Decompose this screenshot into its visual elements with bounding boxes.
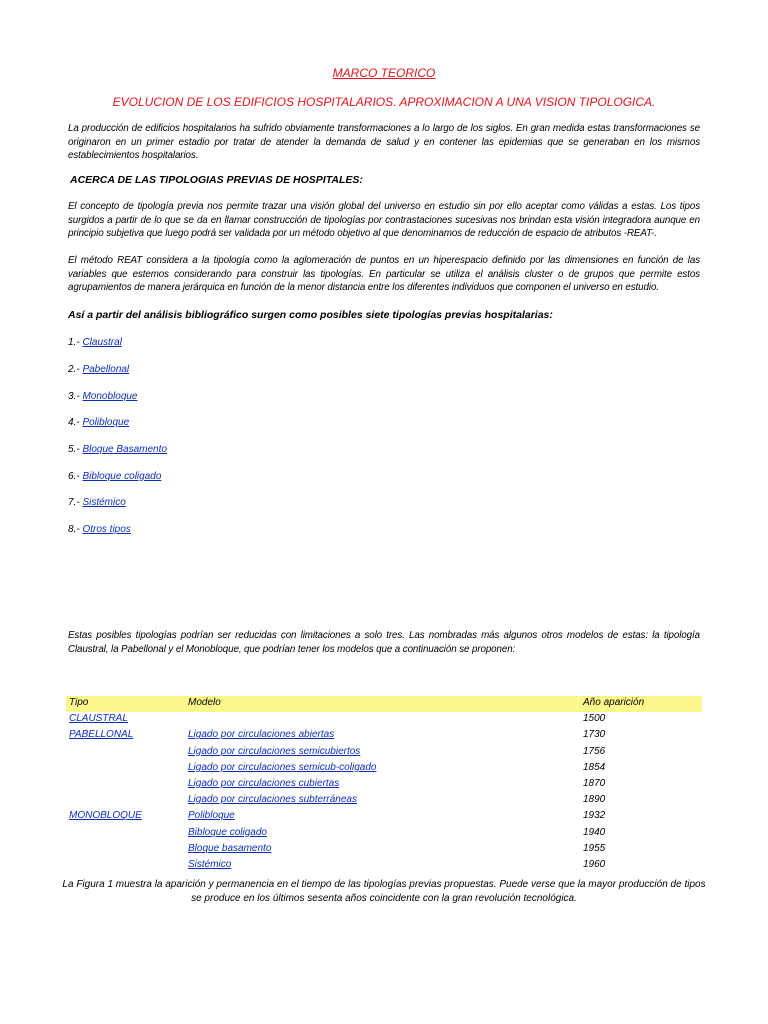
link-tipo-claustral[interactable]: CLAUSTRAL (69, 713, 128, 725)
link-sistemico[interactable]: Sistémico (82, 497, 126, 508)
reat-paragraph: El método REAT considera a la tipología como la aglomeración de puntos en un hiperespacio definido por las dimensiones en función de las variables que estemos considerando para construir las tipologías. En particular se utiliza el análisis cluster o de grupos que permite estos agrupamientos de manera jerárquica en función de la menor distancia entre los diferentes individuos que componen el universo en estudio. (68, 255, 700, 293)
cell-anio: 1960 (583, 858, 606, 870)
figure-caption: La Figura 1 muestra la aparición y permanencia en el tiempo de las tipologías previas propuestas. Puede verse que la mayor producción de tipos se produce en los últimos sesenta años coincidente con la gran revolución tecnológica. (62, 879, 706, 904)
section-heading-tipologias (70, 174, 363, 186)
cell-anio: 1955 (583, 842, 606, 854)
list-number: 1.- (68, 337, 80, 348)
table-header-row (66, 696, 702, 712)
link-otros-tipos[interactable]: Otros tipos (82, 524, 131, 535)
cell-anio: 1870 (583, 777, 606, 789)
link-bibloque-coligado[interactable]: Bibloque coligado (82, 471, 162, 482)
link-modelo[interactable]: Bibloque coligado (188, 826, 267, 838)
intro-paragraph: La producción de edificios hospitalarios ha sufrido obviamente transformaciones a lo largo de los siglos. En gran medida estas transformaciones se originaron en un primer estadio por tratar de atender la demanda de salud y en contener las epidemias que se generaban en los mismos establecimientos hospitalarios. (68, 123, 700, 161)
list-number: 4.- (68, 417, 80, 428)
tipologias-table (66, 696, 702, 874)
table-row (66, 858, 702, 874)
list-number: 2.- (68, 364, 80, 375)
cell-anio: 1756 (583, 745, 606, 757)
cell-anio: 1932 (583, 810, 606, 822)
table-row (66, 842, 702, 858)
cell-anio: 1854 (583, 761, 606, 773)
table-row (66, 793, 702, 809)
heading-text: Así a partir del análisis bibliográfico surgen como posibles siete tipologías previas hospitalarias (68, 309, 550, 321)
link-tipo-pabellonal[interactable]: PABELLONAL (69, 729, 134, 741)
list-number: 3.- (68, 391, 80, 402)
header-anio: Año aparición (583, 697, 645, 708)
document-subtitle: EVOLUCION DE LOS EDIFICIOS HOSPITALARIOS. APROXIMACION A UNA VISION TIPOLOGICA. (112, 95, 656, 109)
link-modelo[interactable]: Bloque basamento (188, 842, 272, 854)
link-modelo[interactable]: Ligado por circulaciones semicubiertos (188, 745, 361, 757)
link-pabellonal[interactable]: Pabellonal (82, 364, 130, 375)
concept-paragraph: El concepto de tipología previa nos permite trazar una visión global del universo en estudio sin por ello aceptar como válidas a estas. Los tipos surgidos a partir de lo que se da en llamar construcción de tipologías por contrastaciones sucesivas nos brindan esta visión integradora aunque en principio subjetiva que luego podrá ser validada por un método objetivo al que denominamos de reducción de espacio de atributos -REAT-. (68, 201, 700, 239)
list-number: 6.- (68, 471, 80, 482)
table-row (66, 777, 702, 793)
link-modelo[interactable]: Ligado por circulaciones subterráneas (188, 794, 357, 806)
link-polibloque[interactable]: Polibloque (82, 417, 130, 428)
link-modelo[interactable]: Sistémico (188, 858, 232, 870)
table-row (66, 745, 702, 761)
header-modelo: Modelo (188, 697, 221, 708)
list-item (68, 444, 167, 455)
link-bloque-basamento[interactable]: Bloque Basamento (82, 444, 167, 455)
link-modelo[interactable]: Ligado por circulaciones semicub-coligado (188, 761, 377, 773)
table-row (66, 728, 702, 744)
list-item (68, 471, 161, 482)
reduction-paragraph: Estas posibles tipologías podrían ser reducidas con limitaciones a solo tres. Las nombradas más algunos otros modelos de estas: la tipología Claustral, la Pabellonal y el Monobloque, que podrían tener los modelos que a continuación se proponen: (68, 630, 700, 655)
list-number: 7.- (68, 497, 80, 508)
heading-suffix: : (549, 309, 553, 321)
table-row (66, 826, 702, 842)
link-modelo[interactable]: Polibloque (188, 810, 235, 822)
list-item (68, 524, 131, 535)
section-heading-analisis (68, 309, 553, 321)
link-modelo[interactable]: Ligado por circulaciones cubiertas (188, 777, 340, 789)
link-tipo-monobloque[interactable]: MONOBLOQUE (69, 810, 142, 822)
list-item (68, 337, 122, 348)
header-tipo: Tipo (69, 697, 89, 708)
cell-anio: 1940 (583, 826, 606, 838)
list-item (68, 364, 129, 375)
table-row (66, 712, 702, 728)
heading-text: ACERCA DE LAS TIPOLOGIAS PREVIAS DE HOSPITALES (70, 174, 360, 186)
link-monobloque[interactable]: Monobloque (82, 391, 138, 402)
list-number: 8.- (68, 524, 80, 535)
table-row (66, 761, 702, 777)
document-title: MARCO TEORICO (332, 66, 436, 80)
table-row (66, 809, 702, 825)
link-modelo[interactable]: Ligado por circulaciones abiertas (188, 729, 335, 741)
list-item (68, 497, 126, 508)
cell-anio: 1500 (583, 713, 606, 725)
list-number: 5.- (68, 444, 80, 455)
list-item (68, 391, 138, 402)
heading-suffix: : (359, 174, 363, 186)
link-claustral[interactable]: Claustral (82, 337, 122, 348)
cell-anio: 1730 (583, 729, 606, 741)
list-item (68, 417, 129, 428)
cell-anio: 1890 (583, 794, 606, 806)
